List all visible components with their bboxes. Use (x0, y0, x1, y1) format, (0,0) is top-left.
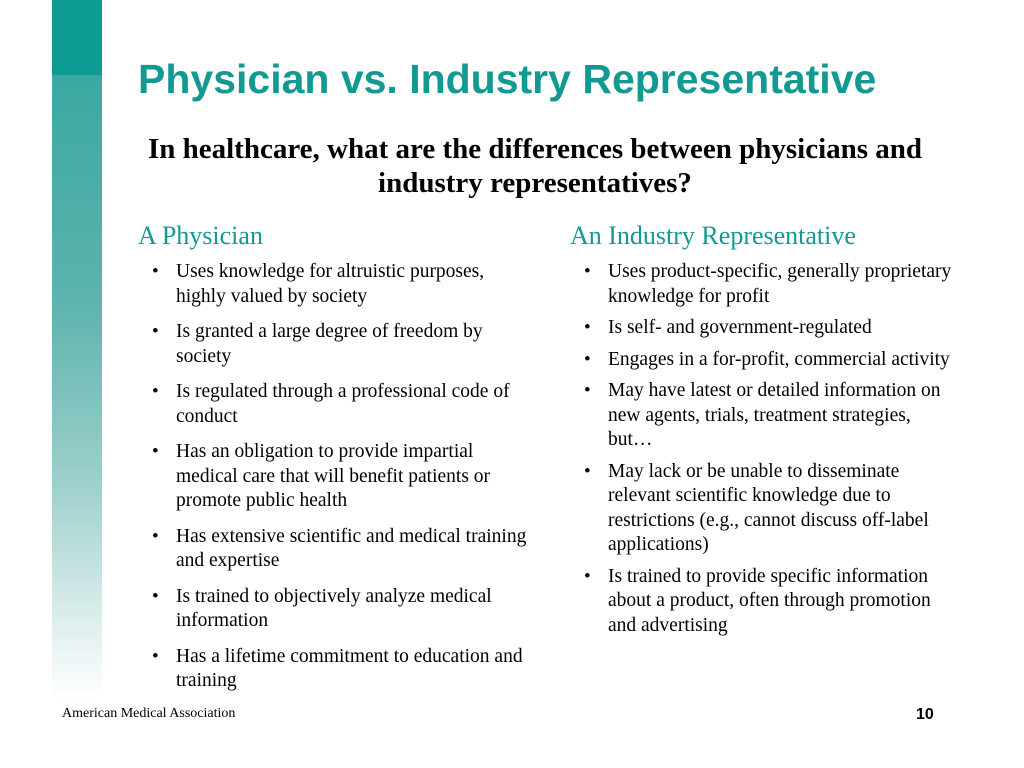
page-number: 10 (916, 706, 934, 723)
bullet-icon: • (152, 585, 159, 607)
bullet-icon: • (152, 441, 159, 462)
footer-organization: American Medical Association (62, 706, 236, 721)
bullet-icon: • (152, 525, 159, 547)
list-item-text: Uses product-specific, generally proprietary knowledge for profit (608, 261, 952, 307)
list-item (138, 380, 531, 429)
bullet-icon: • (584, 261, 591, 282)
list-item (138, 320, 531, 369)
industry-representative-bullet-list (570, 260, 970, 638)
list-item (138, 440, 531, 514)
list-item (570, 316, 953, 341)
list-item-text: Is trained to objectively analyze medical information (176, 585, 492, 631)
list-item (138, 585, 531, 634)
bullet-icon: • (584, 317, 591, 338)
bullet-icon: • (584, 348, 591, 370)
bullet-icon: • (152, 261, 159, 282)
list-item-text: Engages in a for-profit, commercial activity (608, 348, 950, 370)
list-item-text: May lack or be unable to disseminate relevant scientific knowledge due to restrictions (e.g., cannot discuss off-label applications) (608, 460, 929, 555)
list-item-text: Is self- and government-regulated (608, 317, 872, 338)
industry-representative-column-heading: An Industry Representative (570, 221, 856, 250)
bullet-icon: • (584, 380, 591, 401)
list-item (570, 565, 953, 639)
list-item (138, 525, 531, 574)
list-item-text: Has a lifetime commitment to education and training (176, 645, 523, 691)
list-item (570, 460, 953, 558)
industry-representative-column (570, 220, 970, 645)
list-item-text: Is regulated through a professional code of conduct (176, 381, 510, 427)
bullet-icon: • (584, 565, 591, 587)
list-item-text: Has an obligation to provide impartial medical care that will benefit patients or promote public health (176, 441, 491, 511)
list-item-text: Is granted a large degree of freedom by society (176, 321, 483, 367)
list-item (570, 348, 953, 373)
list-item-text: Uses knowledge for altruistic purposes, highly valued by society (176, 261, 485, 307)
list-item (570, 260, 953, 309)
list-item-text: Is trained to provide specific information about a product, often through promotion and advertising (608, 565, 931, 636)
bullet-icon: • (152, 321, 159, 342)
decorative-side-bar (52, 0, 102, 700)
bullet-icon: • (152, 381, 159, 402)
list-item (138, 645, 531, 694)
list-item-text: May have latest or detailed information on new agents, trials, treatment strategies, but… (608, 380, 941, 450)
bullet-icon: • (152, 645, 159, 667)
physician-column (138, 220, 538, 705)
slide-subtitle: In healthcare, what are the differences between physicians and industry representatives? (147, 133, 923, 199)
list-item (138, 260, 531, 309)
list-item-text: Has extensive scientific and medical training and expertise (176, 525, 527, 571)
list-item (570, 379, 953, 453)
physician-bullet-list (138, 260, 538, 694)
bullet-icon: • (584, 460, 591, 482)
physician-column-heading: A Physician (138, 221, 263, 250)
slide-title: Physician vs. Industry Representative (138, 56, 877, 102)
